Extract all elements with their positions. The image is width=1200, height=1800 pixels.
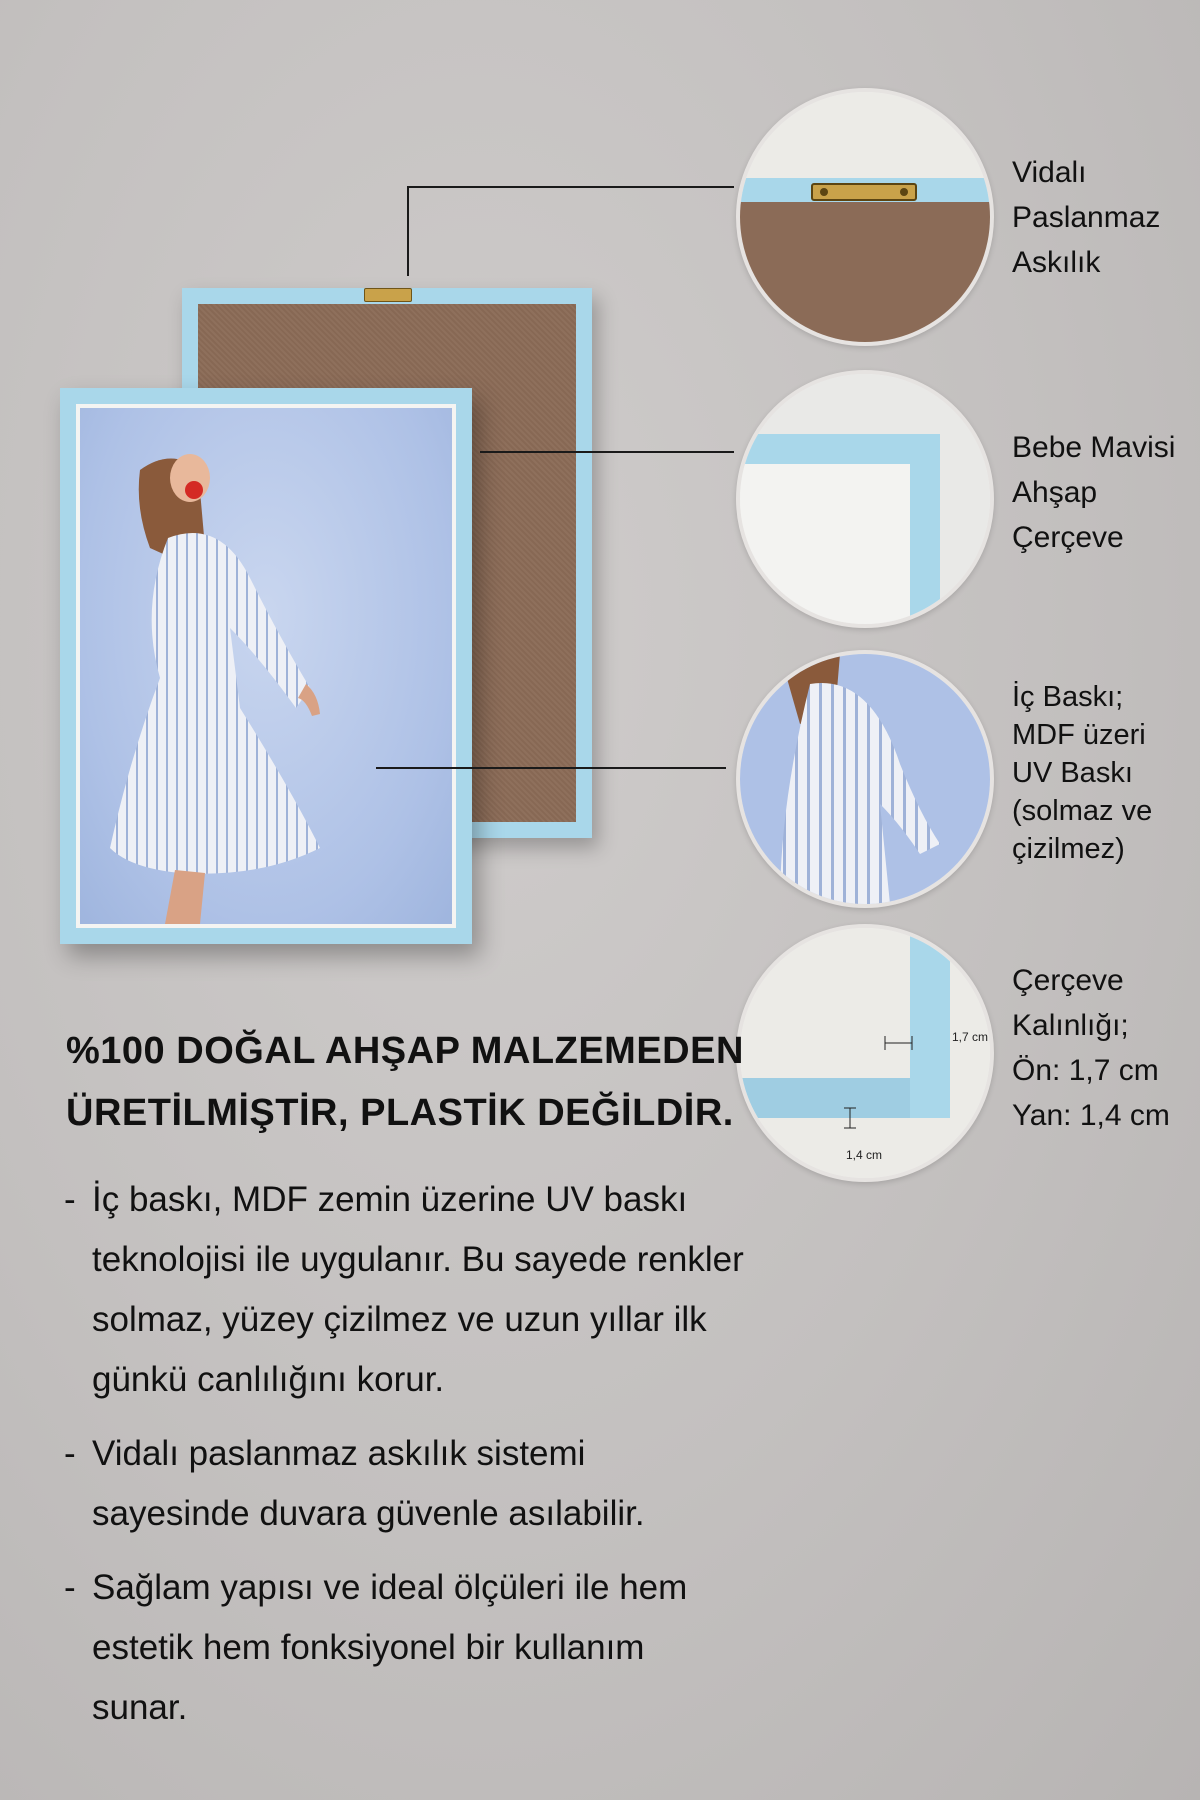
detail-circle-frame: [736, 370, 994, 628]
label-thickness: [1012, 958, 1170, 1138]
woman-in-dress-illustration: [80, 408, 452, 924]
label-line: İç Baskı;: [1012, 681, 1124, 713]
label-print: [1012, 678, 1152, 868]
label-frame: [1012, 425, 1175, 560]
label-line: Kalınlığı;: [1012, 1009, 1129, 1042]
list-item-line: sayesinde duvara güvenle asılabilir.: [92, 1494, 645, 1533]
connector-line-hanger-vertical: [407, 186, 409, 276]
feature-list: [60, 1170, 780, 1752]
label-line: çizilmez): [1012, 833, 1125, 865]
side-thickness-dimension: 1,4 cm: [846, 1148, 883, 1162]
label-line: Paslanmaz: [1012, 201, 1161, 234]
label-line: Askılık: [1012, 246, 1101, 279]
headline-line: ÜRETİLMİŞTİR, PLASTİK DEĞİLDİR.: [66, 1092, 734, 1134]
bullet-dash: -: [64, 1568, 76, 1607]
list-item-line: solmaz, yüzey çizilmez ve uzun yıllar ilk: [92, 1300, 707, 1339]
list-item: [60, 1558, 780, 1738]
artwork-print: [80, 408, 452, 924]
label-line: Bebe Mavisi: [1012, 431, 1176, 464]
label-line: Yan: 1,4 cm: [1012, 1099, 1170, 1132]
list-item: [60, 1170, 780, 1410]
bullet-dash: -: [64, 1434, 76, 1473]
list-item-line: günkü canlılığını korur.: [92, 1360, 445, 1399]
list-item-line: teknolojisi ile uygulanır. Bu sayede renkler: [92, 1240, 744, 1279]
label-line: Ahşap: [1012, 476, 1098, 509]
connector-line-frame: [480, 451, 734, 453]
list-item-line: Sağlam yapısı ve ideal ölçüleri ile hem: [92, 1568, 688, 1607]
list-item: [60, 1424, 780, 1544]
label-hanger: [1012, 150, 1160, 285]
label-line: Çerçeve: [1012, 521, 1124, 554]
label-line: Vidalı: [1012, 156, 1087, 189]
detail-circle-print: [736, 650, 994, 908]
headline-line: %100 DOĞAL AHŞAP MALZEMEDEN: [66, 1030, 744, 1072]
list-item-line: İç baskı, MDF zemin üzerine UV baskı: [92, 1180, 688, 1219]
connector-line-hanger: [408, 186, 734, 188]
connector-line-print: [376, 767, 726, 769]
list-item-line: estetik hem fonksiyonel bir kullanım: [92, 1628, 645, 1667]
label-line: UV Baskı: [1012, 757, 1133, 789]
label-line: (solmaz ve: [1012, 795, 1153, 827]
label-line: Çerçeve: [1012, 964, 1124, 997]
hanger-icon: [364, 288, 412, 302]
headline: [66, 1020, 766, 1144]
list-item-line: sunar.: [92, 1688, 188, 1727]
detail-circle-thickness: [736, 924, 994, 1182]
front-thickness-dimension: 1,7 cm: [952, 1030, 989, 1044]
front-frame-photo: [60, 388, 472, 944]
list-item-line: Vidalı paslanmaz askılık sistemi: [92, 1434, 586, 1473]
bullet-dash: -: [64, 1180, 76, 1219]
detail-circle-hanger: [736, 88, 994, 346]
label-line: Ön: 1,7 cm: [1012, 1054, 1159, 1087]
label-line: MDF üzeri: [1012, 719, 1146, 751]
